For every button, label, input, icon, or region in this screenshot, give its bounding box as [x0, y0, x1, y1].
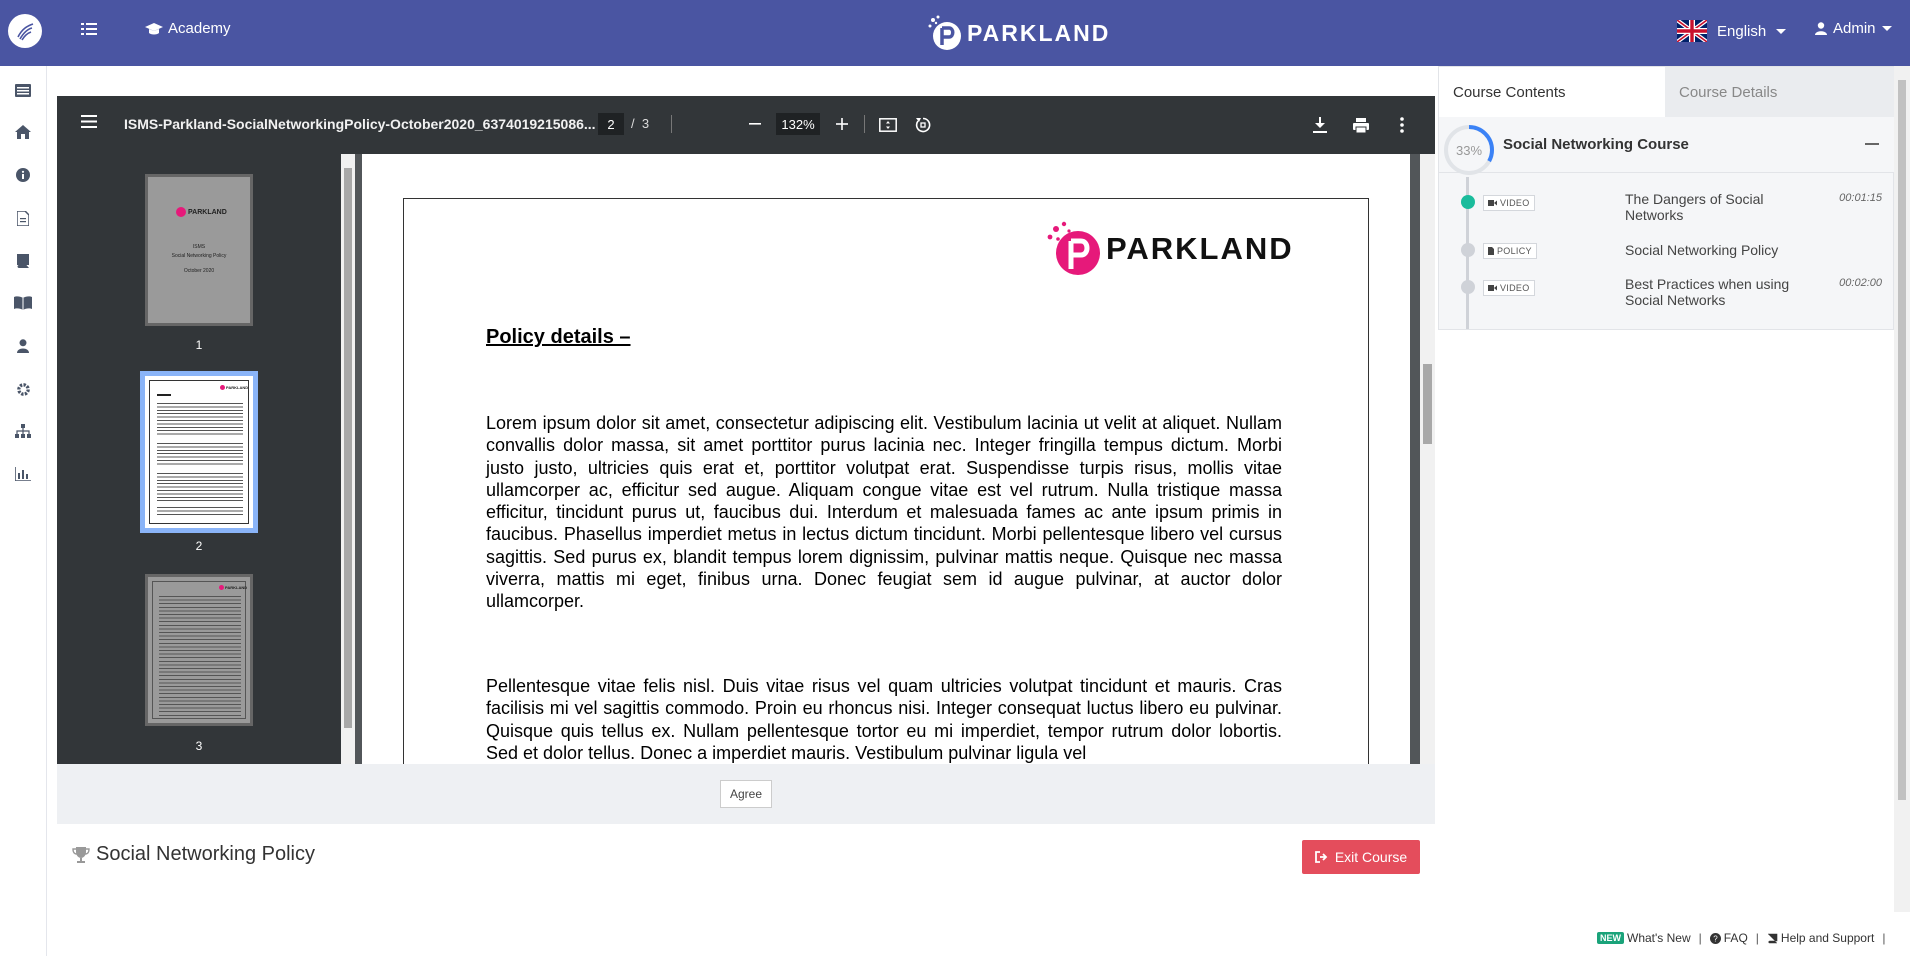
page-scrollbar[interactable] — [1894, 66, 1910, 912]
lesson-type-badge: VIDEO — [1483, 280, 1535, 296]
pdf-page-area — [355, 154, 1420, 764]
page-border — [403, 198, 1369, 764]
pdf-toolbar — [57, 96, 1435, 154]
left-sidebar — [0, 66, 47, 956]
zoom-in-button[interactable] — [832, 113, 852, 135]
page-scrollbar[interactable] — [1420, 154, 1435, 764]
pdf-viewer — [57, 96, 1435, 764]
document-paragraph: Lorem ipsum dolor sit amet, consectetur adipiscing elit. Vestibulum lacinia ut velit at aliquet. Nullam convallis dolor massa, sit amet porttitor purus lacinia nec. Integer fringilla tempus dictum. Morbi justo justo, ultricies quis erat et, porttitor volutpat erat. Suspendisse turpis risus, mollis vitae ullamcorper ac, efficitur sed augue. Aliquam congue vitae est vel rutrum. Nulla tristique massa efficitur, tincidunt purus ut, faucibus dui. Interdum et malesuada fames ac ante ipsum primis in faucibus. Phasellus imperdiet metus in lectus dictum tincidunt. Morbi pellentesque libero vel cursus sagittis. Sed purus ex, blandit tempus lorem dignissim, pulvinar mattis neque. Quisque nec massa viverra, mattis mi eget, finibus urna. Donec feugiat sem id augue pulvinar, at auctor dolor ullamcorper. — [486, 413, 1282, 612]
course-panel — [1438, 66, 1894, 330]
academy-label: Academy — [168, 20, 231, 37]
library-icon[interactable] — [13, 293, 33, 313]
home-icon[interactable] — [13, 122, 33, 142]
document-heading: Policy details – — [486, 326, 631, 348]
document-brand-logo — [1044, 219, 1294, 279]
lesson-status-dot — [1461, 195, 1475, 209]
pdf-menu-icon[interactable] — [81, 115, 97, 133]
bar-chart-icon[interactable] — [13, 464, 33, 484]
lesson-item[interactable] — [1439, 268, 1895, 308]
page-thumbnail-1[interactable] — [145, 174, 253, 326]
zoom-level-input[interactable]: 132% — [776, 113, 820, 135]
lesson-title: The Dangers of Social Networks — [1625, 191, 1764, 223]
language-selector[interactable] — [1677, 20, 1786, 42]
brand-p-icon — [926, 14, 964, 52]
more-vertical-icon — [1400, 117, 1404, 133]
academy-link[interactable] — [145, 20, 231, 37]
lesson-status-dot — [1461, 243, 1475, 257]
thumbnail-number: 3 — [195, 739, 203, 753]
more-options-button[interactable] — [1390, 113, 1414, 137]
fit-page-button[interactable] — [876, 113, 900, 137]
lesson-duration: 00:02:00 — [1839, 277, 1882, 289]
whats-new-link[interactable] — [1597, 931, 1691, 945]
brand-name: PARKLAND — [967, 19, 1111, 46]
tab-course-details[interactable]: Course Details — [1665, 67, 1895, 117]
uk-flag-icon — [1677, 20, 1707, 42]
user-icon — [1815, 22, 1827, 35]
course-name: Social Networking Course — [1503, 136, 1689, 153]
lesson-item[interactable] — [1439, 231, 1895, 267]
document-icon[interactable] — [13, 208, 33, 228]
thumbnail-brand-logo: PARKLAND — [219, 585, 247, 590]
toolbar-divider — [671, 115, 672, 133]
thumbnail-page-frame — [149, 380, 249, 524]
whats-new-label: What's New — [1627, 931, 1691, 945]
thumbnail-number: 1 — [195, 338, 203, 352]
collapse-icon[interactable] — [1865, 143, 1879, 145]
lesson-type-badge: POLICY — [1483, 243, 1537, 259]
tab-course-contents[interactable]: Course Contents — [1439, 67, 1665, 117]
toolbar-divider — [864, 115, 865, 133]
page-thumbnail-2[interactable] — [140, 371, 258, 533]
page-count: / 3 — [631, 116, 650, 131]
plus-icon — [836, 118, 848, 130]
rotate-icon — [914, 116, 932, 134]
top-bar — [0, 0, 1910, 66]
footer-links: NEW What's New | ? FAQ | Help and Support | — [1597, 931, 1885, 945]
course-progress-text: 33% — [1455, 142, 1483, 158]
pdf-page — [362, 154, 1410, 764]
lesson-type-badge: VIDEO — [1483, 195, 1535, 211]
lesson-duration: 00:01:15 — [1839, 192, 1882, 204]
thumbnail-pane — [57, 154, 341, 764]
exit-course-label: Exit Course — [1334, 849, 1408, 865]
rotate-button[interactable] — [911, 113, 935, 137]
app-logo-icon — [13, 19, 37, 43]
minus-icon — [749, 123, 761, 125]
download-button[interactable] — [1308, 113, 1332, 137]
graduation-cap-icon — [145, 22, 163, 36]
document-paragraph: Pellentesque vitae felis nisl. Duis vitae risus vel quam ultricies volutpat tincidunt et mauris. Cras facilisis mi vel sagittis commodo. Proin eu rhoncus nisi. Integer consequat luctus libero eu pulvinar. Quisque quis tellus ex. Nullam pellentesque tortor eu mi imperdiet, tempor rutrum dolor lobortis. Sed et dolor tellus. Donec a imperdiet mauris. Vestibulum pulvinar ligula vel — [486, 676, 1282, 763]
thumbnail-page-frame — [152, 581, 246, 719]
video-camera-icon — [1488, 285, 1497, 291]
thumbnail-brand-logo: PARKLAND — [220, 385, 248, 390]
list-menu-icon — [81, 23, 97, 35]
user-name: Admin — [1833, 20, 1876, 37]
thumbnail-number: 2 — [195, 539, 203, 553]
course-header[interactable] — [1439, 117, 1895, 173]
video-camera-icon — [1488, 200, 1497, 206]
question-circle-icon — [1710, 933, 1721, 944]
agree-bar — [57, 764, 1435, 824]
help-support-label: Help and Support — [1780, 931, 1875, 945]
agree-button[interactable]: Agree — [720, 780, 772, 808]
thumbnail-cover-text: ISMS Social Networking Policy October 2020 — [171, 244, 227, 274]
trophy-icon — [72, 846, 90, 864]
user-menu[interactable] — [1815, 20, 1892, 37]
zoom-out-button[interactable] — [745, 113, 765, 135]
faq-label: FAQ — [1723, 931, 1748, 945]
document-brand-name: PARKLAND — [1106, 231, 1294, 266]
pdf-file-title: ISMS-Parkland-SocialNetworkingPolicy-October2020_6374019215086... — [124, 116, 596, 132]
language-label: English — [1717, 22, 1767, 40]
faq-link[interactable] — [1710, 931, 1748, 945]
exit-course-button[interactable] — [1302, 840, 1420, 874]
app-logo[interactable] — [8, 14, 42, 48]
sign-out-icon — [1315, 851, 1329, 863]
info-icon[interactable] — [13, 165, 33, 185]
menu-toggle-button[interactable] — [78, 18, 100, 40]
chevron-down-icon — [1882, 26, 1892, 31]
download-icon — [1313, 117, 1327, 133]
page-number-input[interactable]: 2 — [598, 113, 624, 135]
lesson-title: Best Practices when using Social Networks — [1625, 276, 1790, 308]
lesson-title: Social Networking Policy — [1625, 242, 1779, 258]
book-icon — [1767, 933, 1778, 944]
svg-text:?: ? — [1713, 934, 1718, 943]
print-button[interactable] — [1349, 113, 1373, 137]
fit-to-page-icon — [879, 118, 897, 132]
chevron-down-icon — [1776, 29, 1786, 34]
print-icon — [1353, 118, 1369, 133]
page-thumbnail-3[interactable] — [145, 574, 253, 726]
help-support-link[interactable] — [1767, 931, 1874, 945]
file-icon — [1488, 247, 1494, 255]
hierarchy-icon[interactable] — [13, 421, 33, 441]
brand-logo — [926, 14, 1110, 52]
lesson-status-dot — [1461, 280, 1475, 294]
new-badge: NEW — [1597, 932, 1624, 944]
parkland-p-icon — [1044, 219, 1104, 279]
courses-list-icon[interactable] — [13, 80, 33, 100]
thumbnail-brand-logo: PARKLAND — [176, 207, 227, 217]
settings-icon[interactable] — [13, 379, 33, 399]
lesson-title-text: Social Networking Policy — [96, 843, 315, 865]
user-icon[interactable] — [13, 336, 33, 356]
lesson-title — [72, 843, 315, 866]
thumbnail-scrollbar[interactable] — [341, 154, 355, 764]
lesson-item[interactable] — [1439, 183, 1895, 223]
book-icon[interactable] — [13, 250, 33, 270]
